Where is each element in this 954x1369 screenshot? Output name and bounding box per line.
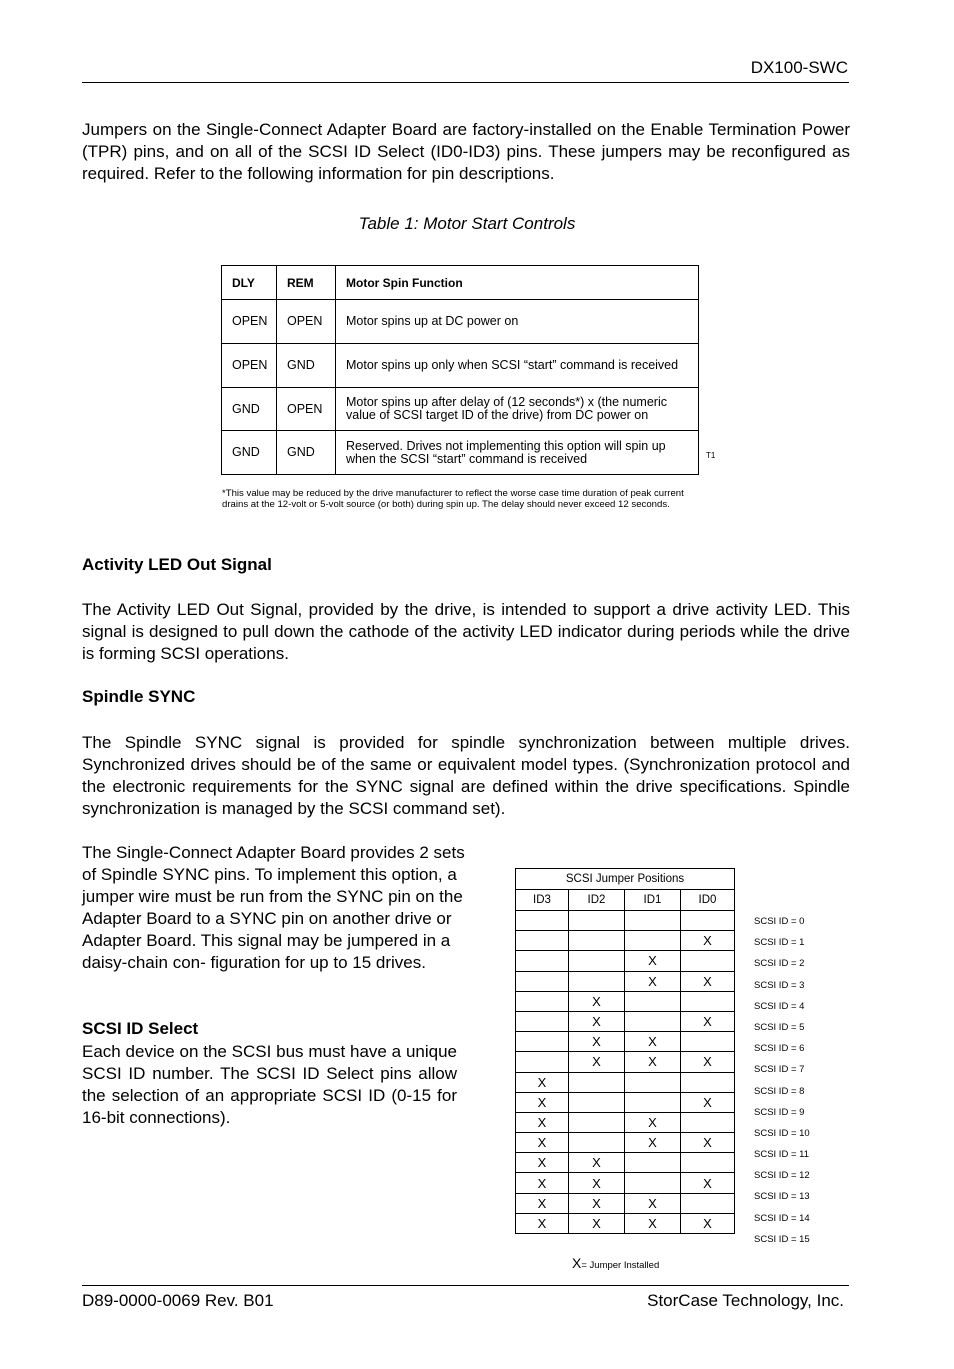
scsi-id-paragraph: Each device on the SCSI bus must have a unique SCSI ID number. The SCSI ID Select pins allow the selection of an appropriate SCSI ID (0-15 for 16-bit connections). — [82, 1042, 457, 1127]
jumper-installed-mark: X — [648, 1114, 657, 1130]
scsi-id-label: SCSI ID = 5 — [754, 1021, 805, 1033]
jumper-cell — [516, 1052, 569, 1072]
jumper-cell — [516, 951, 569, 971]
jumper-installed-mark: X — [592, 1054, 601, 1070]
scsi-id-label: SCSI ID = 3 — [754, 979, 805, 991]
column-header: ID0 — [681, 890, 735, 911]
jumper-table-title: SCSI Jumper Positions — [516, 869, 735, 890]
jumper-row — [516, 1213, 735, 1233]
scsi-id-label: SCSI ID = 2 — [754, 958, 805, 970]
jumper-installed-mark: X — [648, 1034, 657, 1050]
column-header: ID2 — [569, 890, 625, 911]
jumper-installed-mark: X — [703, 1014, 712, 1030]
jumper-row — [516, 951, 735, 971]
jumper-cell — [625, 931, 681, 951]
jumper-installed-mark: X — [592, 1195, 601, 1211]
header-rule — [82, 82, 849, 83]
jumper-installed-mark: X — [648, 1135, 657, 1151]
column-header: ID3 — [516, 890, 569, 911]
scsi-id-label: SCSI ID = 9 — [754, 1106, 805, 1118]
jumper-cell — [681, 1052, 735, 1072]
jumper-row — [516, 1153, 735, 1173]
footer-doc-number: D89-0000-0069 Rev. B01 — [82, 1291, 274, 1310]
scsi-id-label: SCSI ID = 13 — [754, 1191, 810, 1203]
page-header: DX100-SWC — [750, 58, 848, 77]
scsi-id-label: SCSI ID = 4 — [754, 1000, 805, 1012]
jumper-cell — [681, 1072, 735, 1092]
jumper-installed-mark: X — [537, 1094, 547, 1110]
adapter-board-paragraph: The Single-Connect Adapter Board provides 2 sets of Spindle SYNC pins. To implement this option, a jumper wire must be run from the SYNC pin on the Adapter Board to a SYNC pin on another drive or Adapter Board. This signal may be jumpered in a daisy-chain con- figuration for up to 15 drives. — [82, 843, 465, 972]
jumper-cell — [516, 1011, 569, 1031]
legend-mark: X — [572, 1255, 582, 1271]
table-row — [222, 388, 699, 431]
jumper-cell — [569, 911, 625, 931]
jumper-cell — [569, 1032, 625, 1052]
table-header-row — [222, 266, 699, 300]
jumper-installed-mark: X — [592, 1014, 601, 1030]
jumper-cell — [516, 1133, 569, 1153]
jumper-cell — [625, 1112, 681, 1132]
jumper-installed-mark: X — [592, 1034, 601, 1050]
table-cell: GND — [277, 431, 336, 475]
jumper-installed-mark: X — [703, 1175, 712, 1191]
jumper-installed-mark: X — [648, 1054, 657, 1070]
jumper-cell — [681, 1092, 735, 1112]
jumper-cell — [569, 1133, 625, 1153]
jumper-cell — [569, 1072, 625, 1092]
jumper-cell — [625, 951, 681, 971]
jumper-cell — [516, 1153, 569, 1173]
jumper-cell — [625, 1011, 681, 1031]
jumper-installed-mark: X — [537, 1215, 547, 1231]
jumper-cell — [625, 1213, 681, 1233]
jumper-cell — [625, 971, 681, 991]
jumper-cell — [516, 1112, 569, 1132]
jumper-installed-mark: X — [703, 1094, 712, 1110]
jumper-cell — [681, 991, 735, 1011]
jumper-row — [516, 1173, 735, 1193]
scsi-id-label: SCSI ID = 6 — [754, 1043, 805, 1055]
jumper-row — [516, 1011, 735, 1031]
jumper-cell — [625, 1052, 681, 1072]
jumper-installed-mark: X — [537, 1114, 547, 1130]
jumper-cell — [681, 1133, 735, 1153]
scsi-id-label: SCSI ID = 15 — [754, 1233, 810, 1245]
jumper-cell — [681, 1112, 735, 1132]
jumper-cell — [681, 1213, 735, 1233]
jumper-cell — [569, 1112, 625, 1132]
jumper-row — [516, 991, 735, 1011]
motor-start-table — [221, 265, 699, 475]
table-cell: GND — [277, 344, 336, 388]
intro-paragraph: Jumpers on the Single-Connect Adapter Board are factory-installed on the Enable Termination Power (TPR) pins, and on all of the SCSI ID Select (ID0-ID3) pins. These jumpers may be reconfigured as required. Refer to the following information for pin descriptions. — [82, 120, 850, 183]
table-cell: Motor spins up only when SCSI “start” command is received — [336, 344, 699, 388]
jumper-cell — [681, 951, 735, 971]
jumper-installed-mark: X — [703, 973, 712, 989]
legend-text: = Jumper Installed — [581, 1260, 660, 1271]
jumper-cell — [516, 1032, 569, 1052]
jumper-installed-mark: X — [592, 1175, 601, 1191]
jumper-cell — [569, 1213, 625, 1233]
jumper-cell — [681, 911, 735, 931]
footer-company: StorCase Technology, Inc. — [647, 1291, 844, 1310]
jumper-installed-mark: X — [592, 993, 601, 1009]
jumper-cell — [516, 1213, 569, 1233]
jumper-cell — [625, 1072, 681, 1092]
jumper-installed-mark: X — [703, 1135, 712, 1151]
scsi-id-label: SCSI ID = 1 — [754, 937, 805, 949]
table-mark: T1 — [706, 451, 716, 460]
scsi-id-label: SCSI ID = 8 — [754, 1085, 805, 1097]
jumper-installed-mark: X — [537, 1195, 547, 1211]
scsi-id-label: SCSI ID = 7 — [754, 1064, 805, 1076]
jumper-cell — [516, 991, 569, 1011]
jumper-row — [516, 1092, 735, 1112]
jumper-installed-mark: X — [703, 1054, 712, 1070]
jumper-row — [516, 1133, 735, 1153]
jumper-cell — [569, 1173, 625, 1193]
jumper-cell — [569, 951, 625, 971]
column-header: ID1 — [625, 890, 681, 911]
table-cell: OPEN — [277, 388, 336, 431]
jumper-cell — [625, 911, 681, 931]
scsi-id-label: SCSI ID = 11 — [754, 1149, 810, 1161]
table-cell: OPEN — [222, 300, 277, 344]
jumper-cell — [569, 1011, 625, 1031]
jumper-cell — [681, 1193, 735, 1213]
jumper-row — [516, 931, 735, 951]
jumper-cell — [681, 1153, 735, 1173]
jumper-row — [516, 911, 735, 931]
jumper-header-row — [516, 890, 735, 911]
jumper-cell — [625, 1153, 681, 1173]
jumper-installed-mark: X — [648, 973, 657, 989]
jumper-installed-mark: X — [592, 1215, 601, 1231]
column-header: Motor Spin Function — [336, 266, 699, 300]
jumper-row — [516, 1032, 735, 1052]
jumper-installed-mark: X — [648, 1215, 657, 1231]
scsi-id-label: SCSI ID = 14 — [754, 1212, 810, 1224]
table-cell: Motor spins up after delay of (12 seconds*) x (the numeric value of SCSI target ID of the drive) from DC power on — [336, 388, 699, 431]
table-cell: Reserved. Drives not implementing this option will spin up when the SCSI “start” command is received — [336, 431, 699, 475]
jumper-cell — [625, 991, 681, 1011]
column-header: REM — [277, 266, 336, 300]
table-row — [222, 431, 699, 475]
jumper-cell — [569, 971, 625, 991]
scsi-id-labels — [754, 911, 810, 1250]
activity-led-paragraph: The Activity LED Out Signal, provided by the drive, is intended to support a drive activity LED. This signal is designed to pull down the cathode of the activity LED indicator during periods while the drive is forming SCSI operations. — [82, 600, 850, 663]
jumper-cell — [516, 1193, 569, 1213]
column-header: DLY — [222, 266, 277, 300]
jumper-cell — [569, 991, 625, 1011]
jumper-row — [516, 1193, 735, 1213]
table-footnote: *This value may be reduced by the drive manufacturer to reflect the worse case time duration of peak current drains at the 12-volt or 5-volt source (or both) during spin up. The delay should never exceed 12 seconds. — [222, 488, 684, 510]
table-cell: OPEN — [277, 300, 336, 344]
jumper-cell — [625, 1092, 681, 1112]
jumper-cell — [681, 931, 735, 951]
jumper-cell — [516, 1072, 569, 1092]
jumper-installed-mark: X — [703, 933, 712, 949]
jumper-cell — [569, 931, 625, 951]
jumper-cell — [569, 1052, 625, 1072]
scsi-id-label: SCSI ID = 10 — [754, 1127, 810, 1139]
table-caption: Table 1: Motor Start Controls — [358, 214, 576, 233]
jumper-cell — [681, 971, 735, 991]
jumper-row — [516, 971, 735, 991]
table-row — [222, 344, 699, 388]
jumper-installed-mark: X — [648, 1195, 657, 1211]
spindle-sync-paragraph: The Spindle SYNC signal is provided for spindle synchronization between multiple drives. Synchronized drives should be of the same or equivalent model types. (Synchronization protocol and the electronic requirements for the SYNC signal are defined within the drive specifications. Spindle synchronization is managed by the SCSI command set). — [82, 733, 850, 818]
jumper-cell — [625, 1173, 681, 1193]
jumper-row — [516, 1112, 735, 1132]
table-cell: Motor spins up at DC power on — [336, 300, 699, 344]
table-cell: GND — [222, 431, 277, 475]
jumper-installed-mark: X — [537, 1155, 547, 1171]
table-cell: OPEN — [222, 344, 277, 388]
jumper-cell — [569, 1092, 625, 1112]
jumper-installed-mark: X — [648, 953, 657, 969]
section-heading-spindle-sync: Spindle SYNC — [82, 687, 196, 706]
jumper-cell — [569, 1153, 625, 1173]
jumper-cell — [681, 1032, 735, 1052]
jumper-row — [516, 1052, 735, 1072]
jumper-installed-mark: X — [537, 1175, 547, 1191]
jumper-cell — [569, 1193, 625, 1213]
table-row — [222, 300, 699, 344]
jumper-cell — [625, 1133, 681, 1153]
jumper-cell — [681, 1173, 735, 1193]
jumper-cell — [516, 911, 569, 931]
jumper-cell — [516, 1092, 569, 1112]
scsi-id-label: SCSI ID = 12 — [754, 1170, 810, 1182]
table-cell: GND — [222, 388, 277, 431]
jumper-installed-mark: X — [703, 1215, 712, 1231]
jumper-cell — [625, 1193, 681, 1213]
scsi-id-label: SCSI ID = 0 — [754, 916, 805, 927]
section-heading-scsi-id: SCSI ID Select — [82, 1019, 199, 1038]
scsi-jumper-table — [515, 868, 735, 1234]
jumper-installed-mark: X — [592, 1155, 601, 1171]
footer-rule — [82, 1285, 849, 1286]
jumper-cell — [625, 1032, 681, 1052]
section-heading-activity-led: Activity LED Out Signal — [82, 555, 272, 574]
jumper-cell — [516, 971, 569, 991]
jumper-installed-mark: X — [537, 1135, 547, 1151]
jumper-cell — [681, 1011, 735, 1031]
jumper-cell — [516, 1173, 569, 1193]
jumper-legend — [572, 1255, 659, 1271]
jumper-row — [516, 1072, 735, 1092]
jumper-installed-mark: X — [537, 1074, 547, 1090]
jumper-cell — [516, 931, 569, 951]
